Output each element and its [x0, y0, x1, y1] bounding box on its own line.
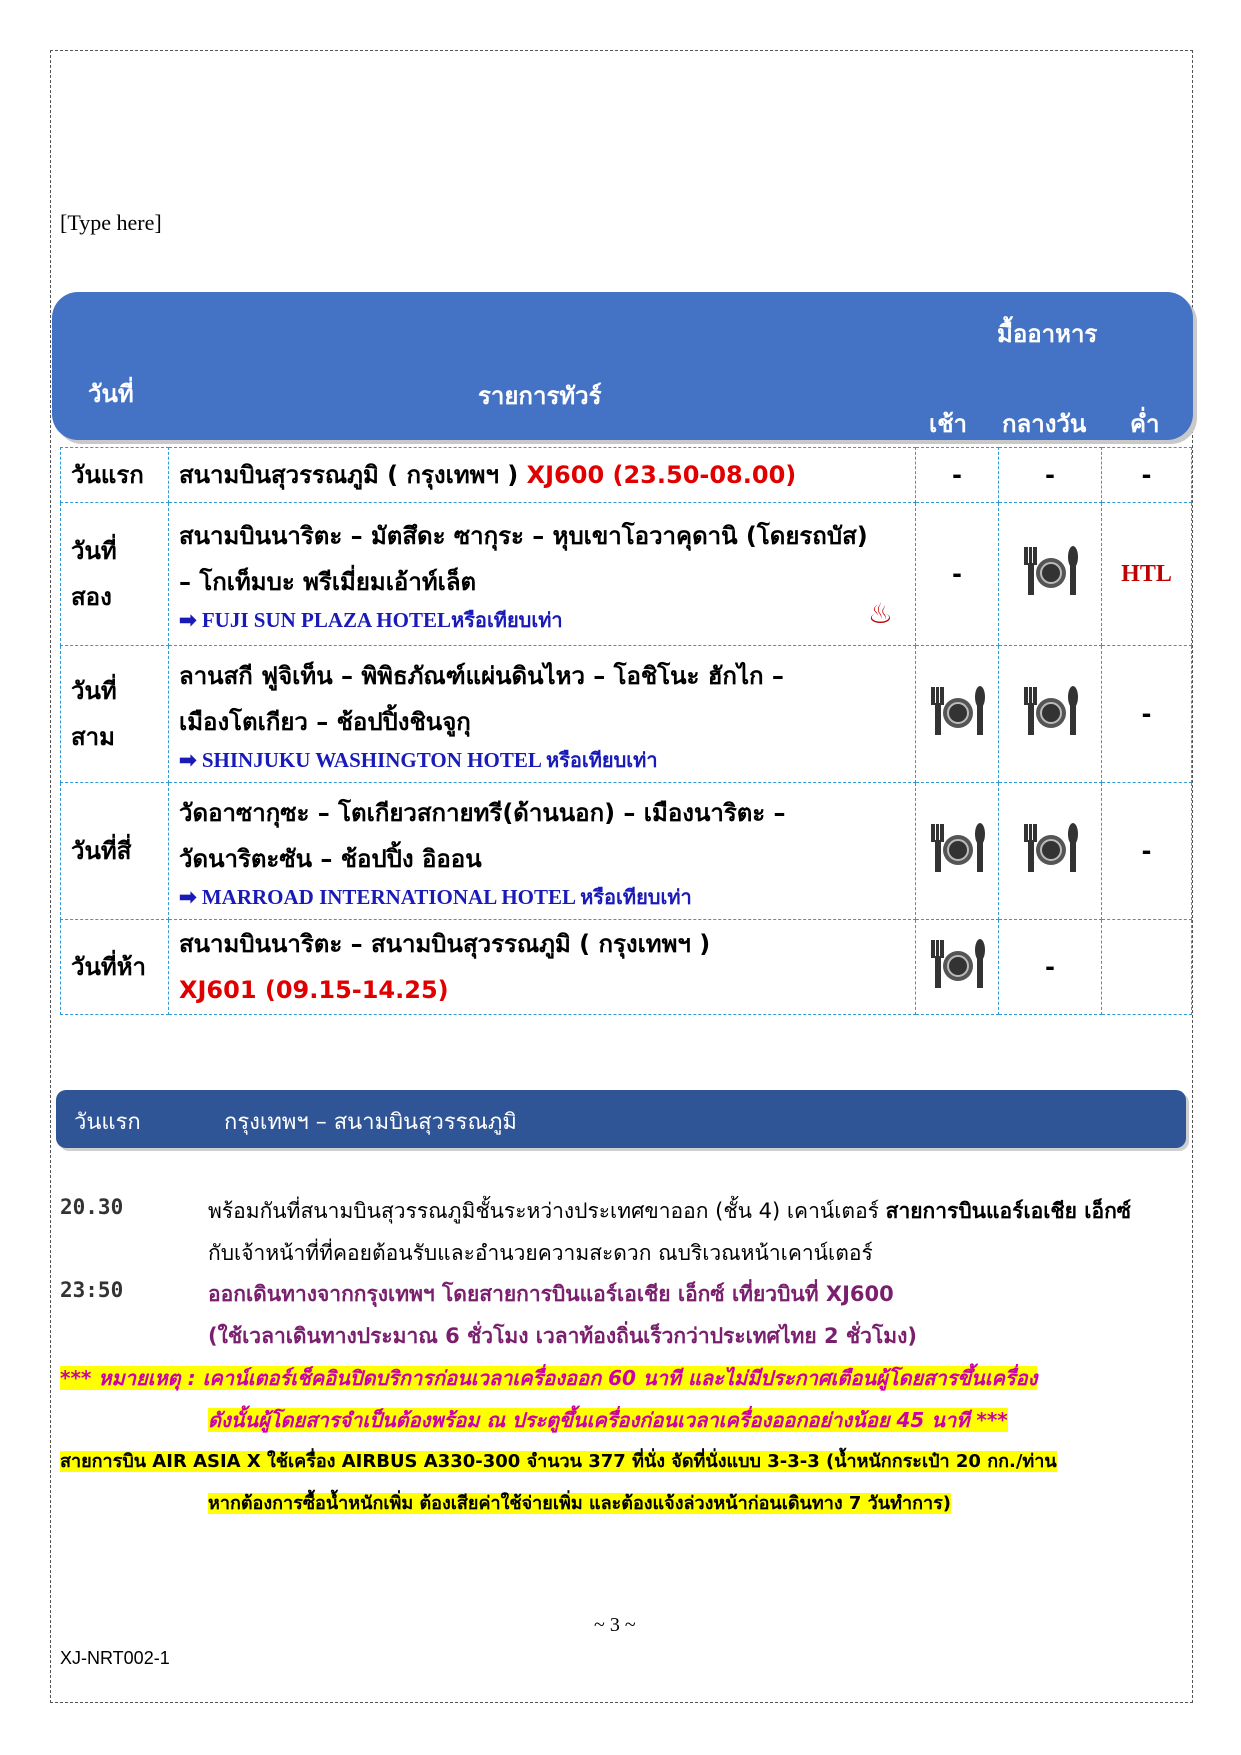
airline-name: สายการบินแอร์เอเชีย เอ็กซ์ — [885, 1199, 1132, 1223]
day-cell — [61, 503, 169, 646]
hotel-suffix: หรือเทียบเท่า — [545, 748, 658, 772]
meals-heading: มื้ออาหาร — [997, 320, 1098, 348]
dinner-cell — [1102, 920, 1192, 1015]
day-cell: วันแรก — [61, 448, 169, 503]
document-code: XJ-NRT002-1 — [60, 1648, 170, 1668]
day-cell — [61, 646, 169, 783]
program-line: วัดนาริตะซัน – ช้อปปิ้ง อิออน — [179, 845, 482, 873]
program-line: สนามบินนาริตะ – มัตสึดะ ซากุระ – หุบเขาโอวาคุดานิ (โดยรถบัส) — [179, 522, 868, 550]
program-line: สนามบินนาริตะ – สนามบินสุวรรณภูมิ ( กรุงเทพฯ ) — [179, 930, 711, 958]
dinner-cell: - — [1102, 783, 1192, 920]
program-line: วัดอาซากุซะ – โตเกียวสกายทรี(ด้านนอก) – เมืองนาริตะ – — [179, 799, 786, 827]
checkin-note — [60, 1362, 1037, 1394]
tour-program-table — [60, 447, 1192, 1015]
day-cell: วันที่ห้า — [61, 920, 169, 1015]
page-number: ~ 3 ~ — [594, 1614, 636, 1636]
hotel-line — [179, 882, 914, 912]
table-row — [61, 448, 1192, 503]
plate-icon — [927, 681, 987, 741]
table-row — [61, 920, 1192, 1015]
program-cell — [169, 503, 916, 646]
note-line: ดังนั้นผู้โดยสารจำเป็นต้องพร้อม ณ ประตูขึ้นเครื่องก่อนเวลาเครื่องออกอย่างน้อย 45 นาที *** — [208, 1408, 1008, 1432]
onsen-icon: ♨ — [867, 597, 893, 630]
itinerary-text: (ใช้เวลาเดินทางประมาณ 6 ชั่วโมง เวลาท้องถิ่นเร็วกว่าประเทศไทย 2 ชั่วโมง) — [208, 1324, 917, 1348]
hotel-icon: ➡ — [179, 885, 197, 909]
breakfast-cell: - — [916, 503, 999, 646]
program-cell — [169, 920, 916, 1015]
day-label: สาม — [71, 723, 115, 751]
breakfast-heading: เช้า — [929, 410, 967, 438]
program-line: เมืองโตเกียว – ช้อปปิ้งชินจูกุ — [179, 708, 471, 736]
dinner-heading: ค่ำ — [1130, 410, 1160, 438]
day-label: สอง — [71, 583, 112, 611]
lunch-heading: กลางวัน — [1002, 410, 1087, 438]
aircraft-line: สายการบิน AIR ASIA X ใช้เครื่อง AIRBUS A330-300 จำนวน 377 ที่นั่ง จัดที่นั่งแบบ 3-3-3 (น้ำหนักกระเป๋า 20 กก./ท่าน — [60, 1451, 1057, 1472]
section-day: วันแรก — [74, 1110, 141, 1135]
program-cell — [169, 646, 916, 783]
table-row — [61, 783, 1192, 920]
breakfast-cell — [916, 920, 999, 1015]
itinerary-text: กับเจ้าหน้าที่ที่คอยต้อนรับและอำนวยความสะดวก ณบริเวณหน้าเคาน์เตอร์ — [208, 1241, 873, 1265]
checkin-note — [208, 1404, 1008, 1436]
hotel-name: FUJI SUN PLAZA HOTEL — [201, 608, 451, 632]
plate-icon — [1020, 681, 1080, 741]
program-cell — [169, 783, 916, 920]
flight-text: XJ600 (23.50-08.00) — [526, 461, 797, 489]
plate-icon — [1020, 541, 1080, 601]
program-cell — [169, 448, 916, 503]
itinerary-text-part: พร้อมกันที่สนามบินสุวรรณภูมิชั้นระหว่างประเทศขาออก (ชั้น 4) เคาน์เตอร์ — [208, 1199, 886, 1223]
program-text: สนามบินสุวรรณภูมิ ( กรุงเทพฯ ) — [179, 461, 527, 489]
hotel-icon: ➡ — [179, 748, 197, 772]
time-label: 23:50 — [60, 1278, 124, 1302]
aircraft-info — [60, 1446, 1057, 1475]
dinner-cell: - — [1102, 448, 1192, 503]
section-title: กรุงเทพฯ – สนามบินสุวรรณภูมิ — [224, 1110, 517, 1135]
day-label: วันที่ — [71, 537, 117, 565]
lunch-cell — [999, 503, 1102, 646]
day-heading: วันที่ — [88, 380, 134, 408]
plate-icon — [927, 934, 987, 994]
flight-text: XJ601 (09.15-14.25) — [179, 976, 449, 1004]
plate-icon — [927, 818, 987, 878]
lunch-cell: - — [999, 920, 1102, 1015]
hotel-name: SHINJUKU WASHINGTON HOTEL — [201, 748, 546, 772]
hotel-line — [179, 745, 914, 775]
table-row — [61, 646, 1192, 783]
note-line: *** หมายเหตุ : เคาน์เตอร์เช็คอินปิดบริการก่อนเวลาเครื่องออก 60 นาที และไม่มีประกาศเตือนผู้โดยสารขึ้นเครื่อง — [60, 1366, 1038, 1390]
plate-icon — [1020, 818, 1080, 878]
dinner-cell: HTL — [1102, 503, 1192, 646]
lunch-cell: - — [999, 448, 1102, 503]
breakfast-cell: - — [916, 448, 999, 503]
dinner-cell: - — [1102, 646, 1192, 783]
breakfast-cell — [916, 646, 999, 783]
breakfast-cell — [916, 783, 999, 920]
aircraft-info — [208, 1488, 951, 1517]
header-placeholder: [Type here] — [60, 210, 162, 235]
day-label: วันที่ — [71, 677, 117, 705]
table-row — [61, 503, 1192, 646]
day-section-bar — [56, 1090, 1186, 1148]
hotel-icon: ➡ — [179, 608, 197, 632]
hotel-line — [179, 605, 914, 635]
hotel-suffix: หรือเทียบเท่า — [451, 608, 563, 632]
lunch-cell — [999, 783, 1102, 920]
hotel-name: MARROAD INTERNATIONAL HOTEL — [201, 885, 581, 909]
program-heading: รายการทัวร์ — [478, 382, 602, 410]
program-line: ลานสกี ฟูจิเท็น – พิพิธภัณฑ์แผ่นดินไหว – โอชิโนะ ฮักไก – — [179, 662, 784, 690]
aircraft-line: หากต้องการซื้อน้ำหนักเพิ่ม ต้องเสียค่าใช้จ่ายเพิ่ม และต้องแจ้งล่วงหน้าก่อนเดินทาง 7 วันทำการ) — [208, 1493, 951, 1514]
program-line: – โกเท็มบะ พรีเมี่ยมเอ้าท์เล็ต — [179, 568, 477, 596]
lunch-cell — [999, 646, 1102, 783]
time-label: 20.30 — [60, 1195, 124, 1219]
itinerary-text — [208, 1195, 1131, 1228]
itinerary-text: ออกเดินทางจากกรุงเทพฯ โดยสายการบินแอร์เอเชีย เอ็กซ์ เที่ยวบินที่ XJ600 — [208, 1282, 894, 1306]
hotel-suffix: หรือเทียบเท่า — [580, 885, 692, 909]
tour-table-header — [52, 292, 1193, 440]
day-cell: วันที่สี่ — [61, 783, 169, 920]
